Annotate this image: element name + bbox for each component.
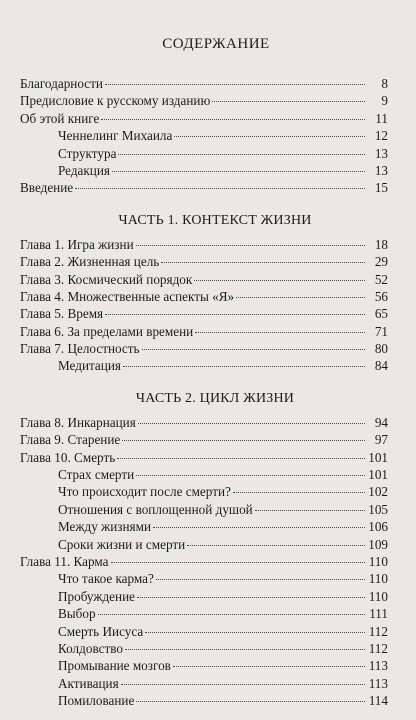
toc-entry-page-number: 110	[368, 571, 388, 587]
part-1-list	[20, 236, 388, 375]
toc-entry-page-number: 113	[368, 658, 388, 674]
toc-entry-page-number: 112	[368, 640, 388, 656]
toc-entry-label: Между жизнями	[58, 519, 152, 535]
dot-leader	[75, 188, 365, 189]
toc-entry-label: Об этой книге	[20, 110, 100, 126]
toc-entry	[20, 501, 388, 518]
dot-leader	[112, 171, 365, 172]
toc-entry	[20, 127, 388, 144]
page-title: СОДЕРЖАНИЕ	[162, 36, 270, 52]
toc-entry-label: Глава 8. Инкарнация	[20, 414, 136, 430]
dot-leader	[136, 475, 365, 476]
dot-leader	[118, 154, 365, 155]
toc-entry-page-number: 111	[369, 606, 388, 622]
toc-entry-label: Глава 11. Карма	[20, 553, 109, 569]
toc-entry-label: Введение	[20, 180, 74, 196]
toc-entry	[20, 253, 388, 270]
dot-leader	[153, 527, 365, 528]
dot-leader	[138, 423, 365, 424]
toc-entry	[20, 623, 388, 640]
toc-entry-page-number: 106	[368, 519, 388, 535]
dot-leader	[173, 666, 365, 667]
toc-entry-page-number: 29	[374, 254, 388, 270]
toc-entry	[20, 145, 388, 162]
toc-entry-label: Помилование	[58, 693, 135, 709]
dot-leader	[145, 632, 365, 633]
toc-entry-label: Медитация	[58, 358, 121, 374]
part-2-list	[20, 414, 388, 710]
toc-entry-label: Ченнелинг Михаила	[58, 128, 173, 144]
dot-leader	[105, 314, 365, 315]
toc-entry	[20, 271, 388, 288]
toc-entry-page-number: 102	[368, 484, 388, 500]
toc-entry-label: Страх смерти	[58, 467, 135, 483]
dot-leader	[195, 332, 365, 333]
toc-entry	[20, 162, 388, 179]
toc-entry-label: Глава 3. Космический порядок	[20, 271, 193, 287]
dot-leader	[121, 684, 365, 685]
toc-entry-label: Активация	[58, 675, 119, 691]
toc-entry-page-number: 13	[374, 162, 388, 178]
toc-entry	[20, 75, 388, 92]
toc-entry-page-number: 94	[374, 414, 388, 430]
dot-leader	[156, 579, 365, 580]
toc-entry	[20, 110, 388, 127]
dot-leader	[136, 245, 365, 246]
toc-entry-page-number: 114	[368, 693, 388, 709]
dot-leader	[123, 366, 365, 367]
toc-entry	[20, 675, 388, 692]
toc-entry-page-number: 101	[368, 449, 388, 465]
toc-entry-label: Глава 7. Целостность	[20, 341, 140, 357]
toc-entry-page-number: 71	[374, 323, 388, 339]
toc-entry-page-number: 8	[381, 76, 388, 91]
toc-entry-page-number: 9	[381, 93, 388, 109]
toc-entry-page-number: 80	[374, 341, 388, 357]
toc-entry	[20, 483, 388, 500]
dot-leader	[136, 701, 365, 702]
toc-entry	[20, 553, 388, 570]
toc-entry-page-number: 109	[368, 536, 388, 552]
part-2-title: ЧАСТЬ 2. ЦИКЛ ЖИЗНИ	[135, 390, 295, 406]
section-gap	[20, 375, 388, 379]
toc-entry-label: Смерть Иисуса	[58, 623, 144, 639]
toc-entry	[20, 449, 388, 466]
toc-entry-page-number: 18	[374, 236, 388, 252]
toc-entry	[20, 414, 388, 431]
toc-entry	[20, 179, 388, 196]
dot-leader	[98, 614, 365, 615]
dot-leader	[236, 297, 365, 298]
toc-entry	[20, 536, 388, 553]
toc-entry	[20, 570, 388, 587]
dot-leader	[111, 562, 365, 563]
dot-leader	[233, 492, 365, 493]
dot-leader	[125, 649, 365, 650]
toc-entry-label: Благодарности	[20, 76, 103, 91]
toc-entry-label: Глава 4. Множественные аспекты «Я»	[20, 288, 235, 304]
toc-entry-page-number: 101	[368, 467, 388, 483]
toc-entry-page-number: 52	[374, 271, 388, 287]
toc-entry	[20, 518, 388, 535]
dot-leader	[212, 101, 365, 102]
dot-leader	[117, 458, 365, 459]
toc-entry-label: Глава 5. Время	[20, 306, 104, 322]
toc-entry-label: Пробуждение	[58, 588, 135, 604]
toc-entry-page-number: 84	[374, 358, 388, 374]
toc-entry-page-number: 113	[368, 675, 388, 691]
toc-entry-label: Сроки жизни и смерти	[58, 536, 186, 552]
toc-entry-label: Редакция	[58, 162, 110, 178]
toc-entry-page-number: 13	[374, 145, 388, 161]
toc-entry-label: Отношения с воплощенной душой	[58, 501, 253, 517]
toc-entry-page-number: 112	[368, 623, 388, 639]
toc-entry	[20, 431, 388, 448]
toc-entry-page-number: 105	[368, 501, 388, 517]
dot-leader	[187, 545, 365, 546]
dot-leader	[161, 262, 365, 263]
toc-entry-label: Промывание мозгов	[58, 658, 171, 674]
toc-entry	[20, 340, 388, 357]
toc-entry-page-number: 15	[374, 180, 388, 196]
dot-leader	[255, 510, 365, 511]
toc-entry-page-number: 65	[374, 306, 388, 322]
dot-leader	[105, 84, 365, 85]
dot-leader	[194, 280, 365, 281]
toc-entry	[20, 657, 388, 674]
toc-entry	[20, 92, 388, 109]
toc-entry	[20, 236, 388, 253]
toc-entry	[20, 305, 388, 322]
toc-entry-label: Колдовство	[58, 640, 123, 656]
dot-leader	[142, 349, 365, 350]
part-1-title: ЧАСТЬ 1. КОНТЕКСТ ЖИЗНИ	[118, 212, 312, 228]
front-matter-list	[20, 75, 388, 197]
toc-entry-label: Глава 6. За пределами времени	[20, 323, 194, 339]
dot-leader	[101, 119, 365, 120]
toc-entry-page-number: 110	[368, 588, 388, 604]
toc-entry-label: Глава 10. Смерть	[20, 449, 116, 465]
toc-entry-label: Предисловие к русскому изданию	[20, 93, 211, 109]
section-gap	[20, 197, 388, 201]
toc-entry-label: Что происходит после смерти?	[58, 484, 231, 500]
dot-leader	[122, 440, 365, 441]
dot-leader	[174, 136, 365, 137]
toc-entry-page-number: 12	[374, 128, 388, 144]
toc-entry-label: Что такое карма?	[58, 571, 154, 587]
toc-entry-label: Глава 9. Старение	[20, 432, 121, 448]
toc-entry	[20, 605, 388, 622]
toc-entry-label: Структура	[58, 145, 117, 161]
toc-entry	[20, 288, 388, 305]
toc-entry-page-number: 110	[368, 553, 388, 569]
toc-entry-page-number: 11	[375, 110, 388, 126]
toc-entry	[20, 692, 388, 709]
toc-entry-label: Выбор	[58, 606, 96, 622]
toc-entry-label: Глава 2. Жизненная цель	[20, 254, 160, 270]
toc-entry-page-number: 56	[374, 288, 388, 304]
toc-entry-label: Глава 1. Игра жизни	[20, 236, 134, 252]
toc-entry-page-number: 97	[374, 432, 388, 448]
toc-entry	[20, 357, 388, 374]
toc-entry	[20, 588, 388, 605]
toc-entry	[20, 640, 388, 657]
toc-entry	[20, 323, 388, 340]
dot-leader	[137, 597, 365, 598]
toc-entry	[20, 466, 388, 483]
